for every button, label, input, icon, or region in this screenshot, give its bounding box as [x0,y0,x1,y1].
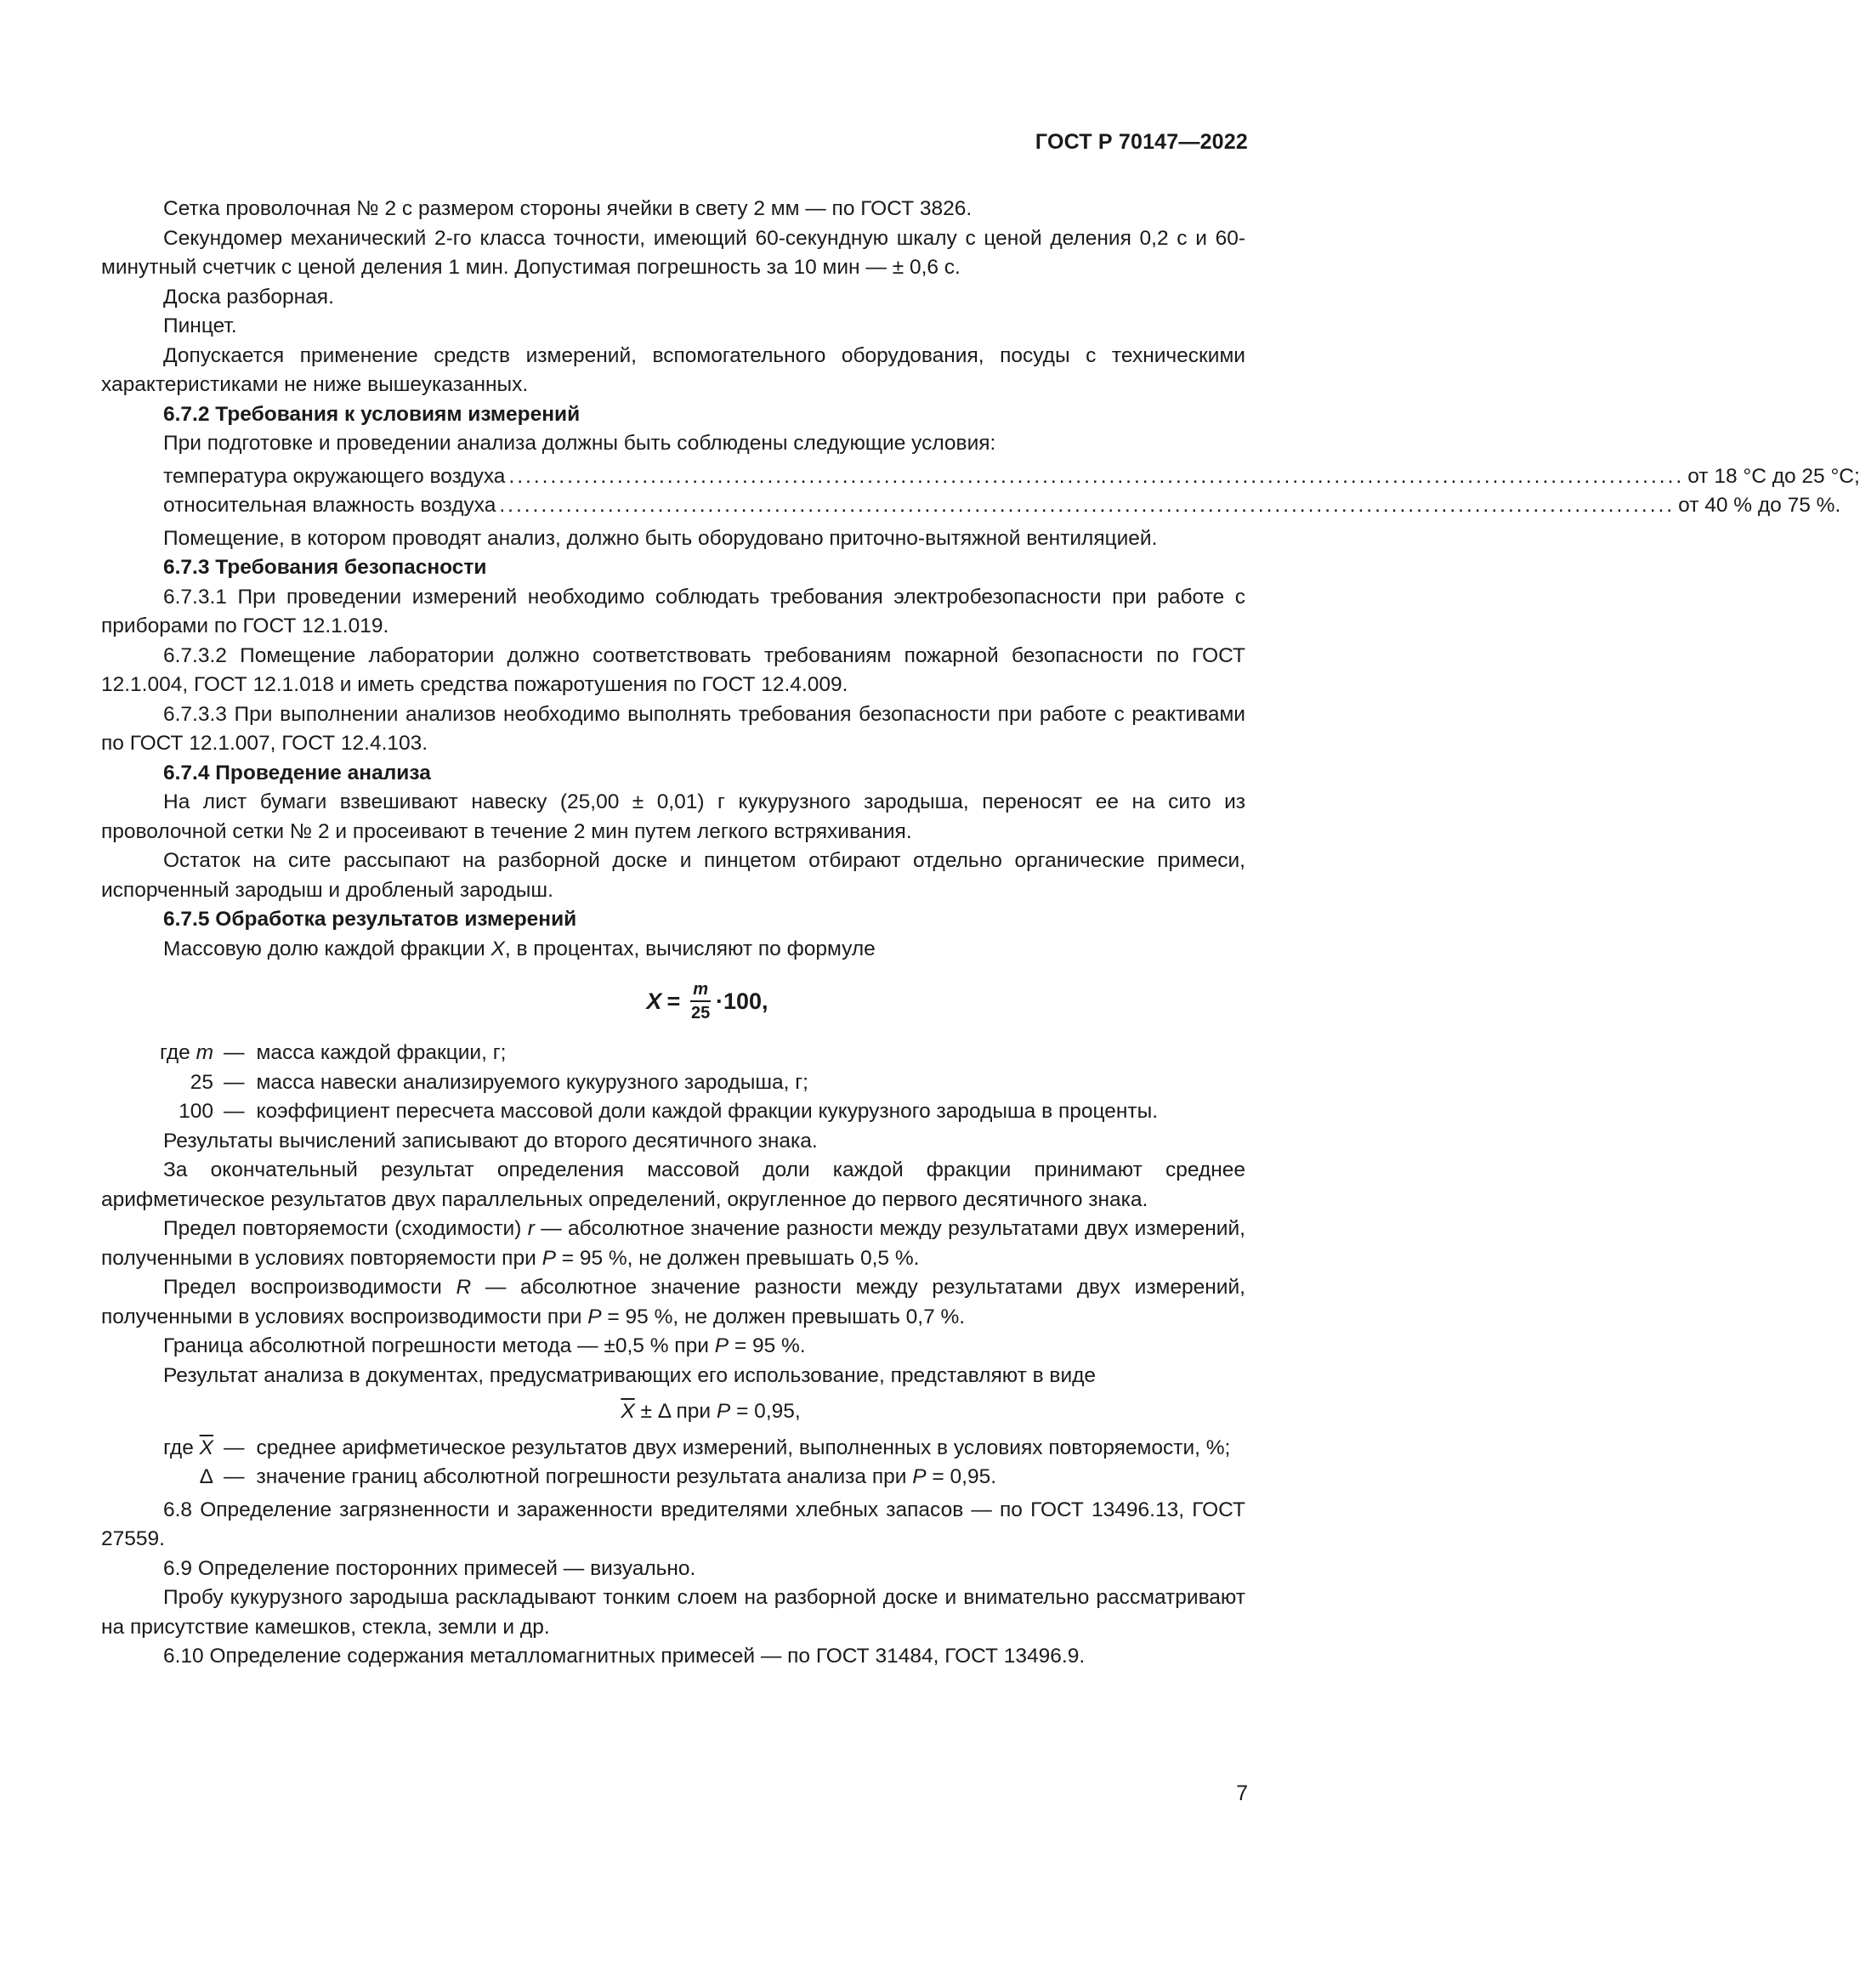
paragraph: На лист бумаги взвешивают навеску (25,00 ± 0,01) г кукурузного зародыша, переносят ее на сито из проволочной сетки № 2 и просеивают в течение 2 мин путем легкого встряхивания. [101,790,1245,843]
where-item: 100 — коэффициент пересчета массовой доли каждой фракции кукурузного зародыша в проценты. [101,1097,1245,1127]
paragraph: Остаток на сите рассыпают на разборной доске и пинцетом отбирают отдельно органические примеси, испорченный зародыш и дробленый зародыш. [101,849,1245,902]
paragraph: 6.9 Определение посторонних примесей — визуально. [163,1556,696,1580]
formula-fraction [690,979,711,1023]
paragraph: Граница абсолютной погрешности метода — ±0,5 % при P = 95 %. [163,1334,806,1357]
dot-leader: ............................................................................................................................................. [508,464,1685,488]
formula-denominator: 25 [690,1004,711,1022]
where-symbol: m [196,1041,213,1064]
formula-multiplier: ·100, [716,988,768,1014]
formula-result: $\overline{X} \pm \Delta$ при P = 0,95, [621,1400,801,1423]
where-description: масса навески анализируемого кукурузного зародыша, г; [256,1070,808,1094]
dot-leader: ............................................................................................................................................. [499,494,1676,517]
paragraph: Допускается применение средств измерений, вспомогательного оборудования, посуды с техническими характеристиками не ниже вышеуказанных. [101,343,1245,396]
where-symbol: 100 [179,1100,213,1123]
section-heading-6-7-3: 6.7.3 Требования безопасности [163,556,487,579]
paragraph: 6.8 Определение загрязненности и зараженности вредителями хлебных запасов — по ГОСТ 13496.13, ГОСТ 27559. [101,1498,1245,1550]
paragraph: 6.7.3.3 При выполнении анализов необходимо выполнять требования безопасности при работе с реактивами по ГОСТ 12.1.007, ГОСТ 12.4.103. [101,702,1245,755]
paragraph: Секундомер механический 2-го класса точности, имеющий 60-секундную шкалу с ценой деления 0,2 с и 60-минутный счетчик с ценой деления 1 мин. Допустимая погрешность за 10 мин — ± 0,6 с. [101,226,1245,279]
paragraph: Доска разборная. [163,285,334,309]
condition-value: от 18 °С до 25 °С; [1687,464,1860,488]
where-symbol: Δ [199,1465,213,1488]
section-heading-6-7-2: 6.7.2 Требования к условиям измерений [163,402,581,426]
formula-lhs: X [646,988,662,1014]
page-number: 7 [1236,1781,1248,1805]
condition-value: от 40 % до 75 %. [1678,494,1841,517]
paragraph: Помещение, в котором проводят анализ, должно быть оборудовано приточно-вытяжной вентиляцией. [163,526,1158,550]
paragraph: Сетка проволочная № 2 с размером стороны ячейки в свету 2 мм — по ГОСТ 3826. [163,197,973,220]
where-item: 25 — масса навески анализируемого кукурузного зародыша, г; [101,1068,1245,1098]
paragraph: За окончательный результат определения массовой доли каждой фракции принимают среднее арифметическое результатов двух параллельных определений, округленное до первого десятичного знака. [101,1158,1245,1211]
condition-label: относительная влажность воздуха [163,494,496,517]
document-code: ГОСТ Р 70147—2022 [1035,130,1248,154]
conditions-list [101,462,1860,521]
condition-row [163,462,1860,492]
where-description: масса каждой фракции, г; [256,1041,507,1064]
where-item: где $\overline{X}$ — среднее арифметическое результатов двух измерений, выполненных в условиях повторяемости, %; [101,1434,1245,1464]
condition-label: температура окружающего воздуха [163,464,506,488]
paragraph: Результат анализа в документах, предусматривающих его использование, представляют в виде [163,1363,1097,1387]
section-heading-6-7-5: 6.7.5 Обработка результатов измерений [163,908,577,931]
paragraph: Предел повторяемости (сходимости) r — абсолютное значение разности между результатами двух измерений, полученными в условиях повторяемости при P = 95 %, не должен превышать 0,5 %. [101,1217,1245,1270]
paragraph: 6.7.3.2 Помещение лаборатории должно соответствовать требованиям пожарной безопасности по ГОСТ 12.1.004, ГОСТ 12.1.018 и иметь средства пожаротушения по ГОСТ 12.4.009. [101,643,1245,696]
document-body [101,195,1860,1672]
where-list [101,1039,1245,1127]
formula-numerator: m [690,979,711,1002]
formula-mean-symbol: $\overline{X}$ [621,1400,635,1423]
formula-equals: = [666,988,681,1014]
where-list [101,1434,1245,1492]
paragraph: 6.7.3.1 При проведении измерений необходимо соблюдать требования электробезопасности при работе с приборами по ГОСТ 12.1.019. [101,585,1245,637]
where-description: коэффициент пересчета массовой доли каждой фракции кукурузного зародыша в проценты. [256,1100,1159,1123]
paragraph: Результаты вычислений записывают до второго десятичного знака. [163,1129,818,1153]
paragraph: Предел воспроизводимости R — абсолютное значение разности между результатами двух измерений, полученными в условиях воспроизводимости при P = 95 %, не должен превышать 0,7 %. [101,1276,1245,1328]
condition-row [163,491,1841,521]
where-item: Δ — значение границ абсолютной погрешности результата анализа при P = 0,95. [101,1463,1245,1492]
where-symbol: $\overline{X}$ [199,1436,213,1459]
paragraph: 6.10 Определение содержания металломагнитных примесей — по ГОСТ 31484, ГОСТ 13496.9. [163,1645,1086,1668]
formula-mass-fraction [101,964,1245,1039]
where-description: среднее арифметическое результатов двух измерений, выполненных в условиях повторяемости, %; [256,1436,1231,1459]
paragraph: При подготовке и проведении анализа должны быть соблюдены следующие условия: [163,432,996,455]
paragraph: Пинцет. [163,314,237,337]
where-item: где m — масса каждой фракции, г; [101,1039,1245,1068]
where-symbol: 25 [190,1070,213,1094]
paragraph: Пробу кукурузного зародыша раскладывают тонким слоем на разборной доске и внимательно рассматривают на присутствие камешков, стекла, земли и др. [101,1586,1245,1639]
paragraph: Массовую долю каждой фракции X, в процентах, вычисляют по формуле [163,937,876,960]
section-heading-6-7-4: 6.7.4 Проведение анализа [163,761,431,784]
where-description: значение границ абсолютной погрешности результата анализа при P = 0,95. [256,1465,997,1488]
